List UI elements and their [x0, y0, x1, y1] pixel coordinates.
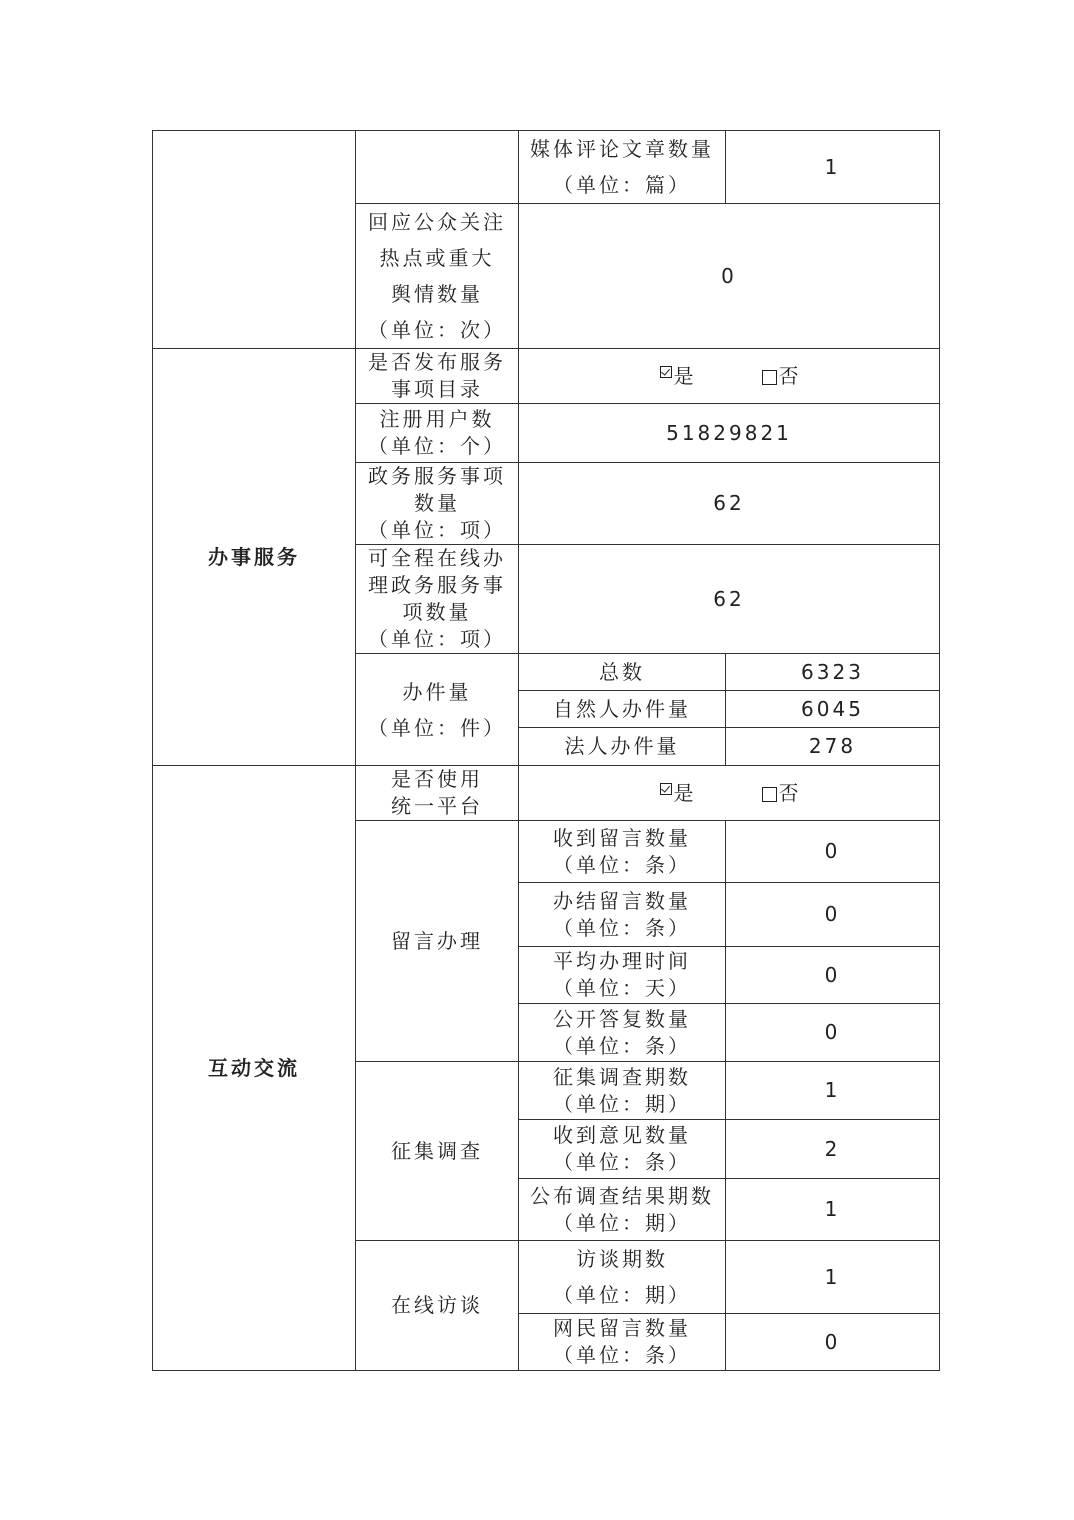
interview-comments-label: 网民留言数量 （单位：条） — [519, 1314, 726, 1371]
msg-finished-value: 0 — [726, 883, 940, 947]
survey-periods-label: 征集调查期数 （单位：期） — [519, 1062, 726, 1120]
volume-total-label: 总数 — [519, 654, 726, 691]
catalog-options — [519, 349, 940, 404]
survey-group: 征集调查 — [356, 1062, 519, 1241]
catalog-no-option[interactable]: 否 — [762, 363, 799, 390]
volume-legal-label: 法人办件量 — [519, 728, 726, 766]
report-table — [152, 130, 940, 1371]
items-value: 62 — [519, 463, 940, 545]
section-interact: 互动交流 — [153, 766, 356, 1371]
media-articles-label: 媒体评论文章数量 （单位：篇） — [519, 131, 726, 204]
msg-received-label: 收到留言数量 （单位：条） — [519, 821, 726, 883]
items-label: 政务服务事项 数量 （单位：项） — [356, 463, 519, 545]
online-label: 可全程在线办 理政务服务事 项数量 （单位：项） — [356, 545, 519, 654]
msg-received-value: 0 — [726, 821, 940, 883]
platform-options — [519, 766, 940, 821]
messages-group: 留言办理 — [356, 821, 519, 1062]
survey-opinions-label: 收到意见数量 （单位：条） — [519, 1120, 726, 1179]
catalog-label: 是否发布服务 事项目录 — [356, 349, 519, 404]
section-cell-empty — [153, 131, 356, 349]
catalog-yes-option[interactable]: 是 — [660, 363, 694, 390]
online-value: 62 — [519, 545, 940, 654]
hotspot-value: 0 — [519, 204, 940, 349]
checked-box-icon — [660, 366, 672, 378]
survey-opinions-value: 2 — [726, 1120, 940, 1179]
interview-group: 在线访谈 — [356, 1241, 519, 1371]
survey-results-value: 1 — [726, 1179, 940, 1241]
interview-comments-value: 0 — [726, 1314, 940, 1371]
platform-yes-option[interactable]: 是 — [660, 780, 694, 807]
hotspot-label: 回应公众关注 热点或重大 舆情数量 （单位：次） — [356, 204, 519, 349]
msg-public-value: 0 — [726, 1004, 940, 1062]
group-cell-empty — [356, 131, 519, 204]
volume-legal-value: 278 — [726, 728, 940, 766]
survey-periods-value: 1 — [726, 1062, 940, 1120]
section-service: 办事服务 — [153, 349, 356, 766]
unchecked-box-icon — [762, 787, 777, 802]
msg-avg-time-value: 0 — [726, 947, 940, 1004]
users-value: 51829821 — [519, 404, 940, 463]
platform-label: 是否使用 统一平台 — [356, 766, 519, 821]
users-label: 注册用户数 （单位：个） — [356, 404, 519, 463]
msg-public-label: 公开答复数量 （单位：条） — [519, 1004, 726, 1062]
msg-finished-label: 办结留言数量 （单位：条） — [519, 883, 726, 947]
msg-avg-time-label: 平均办理时间 （单位：天） — [519, 947, 726, 1004]
volume-natural-value: 6045 — [726, 691, 940, 728]
interview-periods-value: 1 — [726, 1241, 940, 1314]
interview-periods-label: 访谈期数 （单位：期） — [519, 1241, 726, 1314]
unchecked-box-icon — [762, 370, 777, 385]
volume-natural-label: 自然人办件量 — [519, 691, 726, 728]
checked-box-icon — [660, 783, 672, 795]
volume-label: 办件量 （单位：件） — [356, 654, 519, 766]
survey-results-label: 公布调查结果期数 （单位：期） — [519, 1179, 726, 1241]
volume-total-value: 6323 — [726, 654, 940, 691]
platform-no-option[interactable]: 否 — [762, 780, 799, 807]
media-articles-value: 1 — [726, 131, 940, 204]
